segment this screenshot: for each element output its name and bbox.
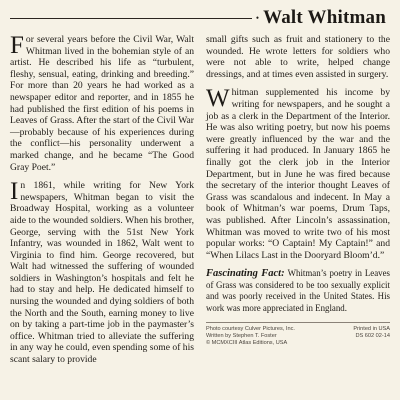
dropcap: I bbox=[10, 178, 19, 206]
printed-in: Printed in USA bbox=[353, 325, 390, 332]
paragraph-hospital bbox=[10, 180, 194, 366]
header bbox=[10, 6, 390, 30]
credits bbox=[206, 326, 390, 347]
copyright: © MCMXCIII Atlas Editions, USA bbox=[206, 339, 288, 346]
page-title: Walt Whitman bbox=[263, 7, 386, 28]
credits-right bbox=[353, 326, 390, 347]
fact-body: Whitman’s poetry in Leaves of Grass was considered to be too sexually explicit and was poorly received in the United States. His work was more appreciated in England. bbox=[206, 268, 390, 314]
paragraph-text: or several years before the Civil War, Walt Whitman lived in the bohemian style of an artist. He described his life as “turbulent, fleshy, sensual, eating, drinking and breeding.” For more than 20 years he had worked as a newspaper editor and reporter, and in 1855 he had published the first edition of his poems in Leaves of Grass. After the start of the Civil War—probably because of his experiences during the conflict—his personality underwent a marked change, and he became “The Good Gray Poet.” bbox=[10, 34, 194, 173]
card-code: DS 602 02-14 bbox=[355, 332, 390, 339]
header-bullet: • bbox=[255, 12, 260, 23]
fascinating-fact bbox=[206, 268, 390, 314]
paragraph-later-years bbox=[206, 87, 390, 261]
paragraph-continued: small gifts such as fruit and stationery to the wounded. He wrote letters for soldiers who were not able to write, helped change dressings, and at times even assisted in surgery. bbox=[206, 34, 390, 80]
credits-left bbox=[206, 326, 295, 347]
fact-label: Fascinating Fact: bbox=[206, 268, 285, 280]
credits-divider bbox=[206, 322, 390, 323]
header-rule bbox=[10, 18, 252, 19]
author-credit: Written by Stephen T. Foster bbox=[206, 332, 277, 339]
paragraph-prewar bbox=[10, 34, 194, 173]
right-column bbox=[206, 34, 390, 373]
paragraph-text: n 1861, while writing for New York newspapers, Whitman began to visit the Broadway Hospital, working as a volunteer aide to the wounded soldiers. When his brother, George, serving with the 51st New York Infantry, was wounded in 1862, Walt went to Virginia to find him. George recovered, but Walt had witnessed the suffering of wounded soldiers in Washington’s hospitals and felt he had to stay and help. He dedicated himself to nursing the wounded and dying soldiers of both the North and the South, earning money to live on by taking a part-time job in the paymaster’s office. Whitman tried to alleviate the suffering in any way he could, even spending some of his scant salary to provide bbox=[10, 180, 194, 366]
body-columns bbox=[10, 34, 390, 373]
dropcap: F bbox=[10, 32, 24, 59]
paragraph-text: hitman supplemented his income by writing for newspapers, and he sought a job as a clerk in the Department of the Interior. He was also writing poetry, but now his poems were greatly influenced by the war and the suffering it had produced. In January 1865 he finally got the clerk job in the Interior Department, but in June he was fired because the secretary of the interior thought Leaves of Grass was scandalous and indecent. In May a book of Whitman’s war poems, Drum Taps, was published. After Lincoln’s assassination, Whitman was moved to write two of his most popular works: “O Captain! My Captain!” and “When Lilacs Last in the Dooryard Bloom’d.” bbox=[206, 87, 390, 261]
photo-credit: Photo courtesy Culver Pictures, Inc. bbox=[206, 325, 295, 332]
dropcap: W bbox=[206, 85, 230, 113]
left-column bbox=[10, 34, 194, 373]
